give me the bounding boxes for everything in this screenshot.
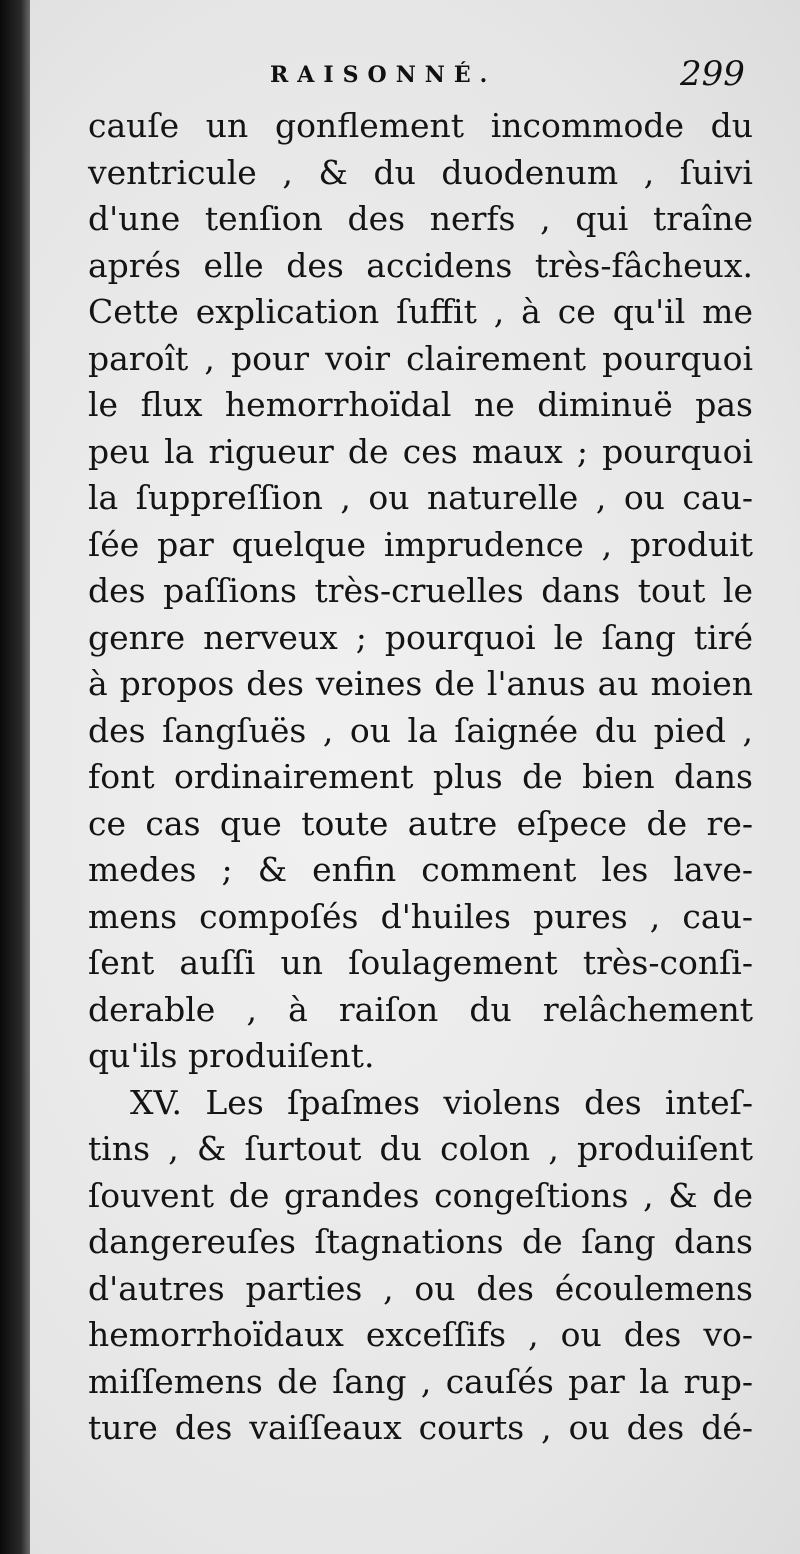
text-line: derable , à raiſon du relâchement bbox=[88, 989, 753, 1029]
text-line: tins , & ſurtout du colon , produiſent bbox=[88, 1129, 753, 1168]
page-header bbox=[270, 54, 770, 102]
page-number: 299 bbox=[680, 54, 745, 94]
text-line: ſée par quelque imprudence , produit bbox=[88, 524, 753, 564]
text-line: ſent auſſi un ſoulagement très-conſi- bbox=[88, 943, 753, 982]
text-line: ce cas que toute autre eſpece de re- bbox=[88, 803, 753, 843]
text-line: aprés elle des accidens très-fâcheux. bbox=[88, 245, 753, 285]
text-line: mens compoſés d'huiles pures , cau- bbox=[88, 896, 753, 936]
text-line: le flux hemorrhoïdal ne diminuë pas bbox=[88, 385, 753, 424]
text-line: la ſuppreſſion , ou naturelle , ou cau- bbox=[88, 478, 753, 517]
text-line: ſouvent de grandes congeſtions , & de bbox=[88, 1175, 753, 1215]
page-text bbox=[88, 103, 753, 1452]
text-line: hemorrhoïdaux exceſſifs , ou des vo- bbox=[88, 1315, 753, 1354]
text-line: paroît , pour voir clairement pourquoi bbox=[88, 338, 753, 378]
paragraph-end-line: qu'ils produiſent. bbox=[88, 1036, 375, 1075]
text-line: ture des vaiſſeaux courts , ou des dé- bbox=[88, 1408, 753, 1447]
text-line: d'une tenſion des nerfs , qui traîne bbox=[88, 199, 753, 238]
text-line: font ordinairement plus de bien dans bbox=[88, 757, 753, 796]
text-line: d'autres parties , ou des écoulemens bbox=[88, 1268, 753, 1308]
text-line: à propos des veines de l'anus au moien bbox=[88, 664, 753, 703]
text-line: peu la rigueur de ces maux ; pourquoi bbox=[88, 431, 753, 471]
text-line: genre nerveux ; pourquoi le ſang tiré bbox=[88, 617, 753, 657]
text-line: ventricule , & du duodenum , ſuivi bbox=[88, 152, 753, 192]
section-start-line: XV. Les ſpaſmes violens des inteſ- bbox=[130, 1082, 753, 1122]
text-line: des paſſions très-cruelles dans tout le bbox=[88, 571, 753, 610]
text-line: dangereuſes ſtagnations de ſang dans bbox=[88, 1222, 753, 1261]
running-title: RAISONNÉ. bbox=[270, 62, 497, 88]
text-line: Cette explication ſuffit , à ce qu'il me bbox=[88, 292, 753, 331]
text-line: des ſangſuës , ou la ſaignée du pied , bbox=[88, 710, 753, 750]
book-page bbox=[30, 0, 800, 1554]
text-line: miſſemens de ſang , cauſés par la rup- bbox=[88, 1361, 753, 1401]
book-gutter bbox=[0, 0, 30, 1554]
text-line: cauſe un gonflement incommode du bbox=[88, 106, 753, 145]
text-line: medes ; & enfin comment les lave- bbox=[88, 850, 753, 889]
